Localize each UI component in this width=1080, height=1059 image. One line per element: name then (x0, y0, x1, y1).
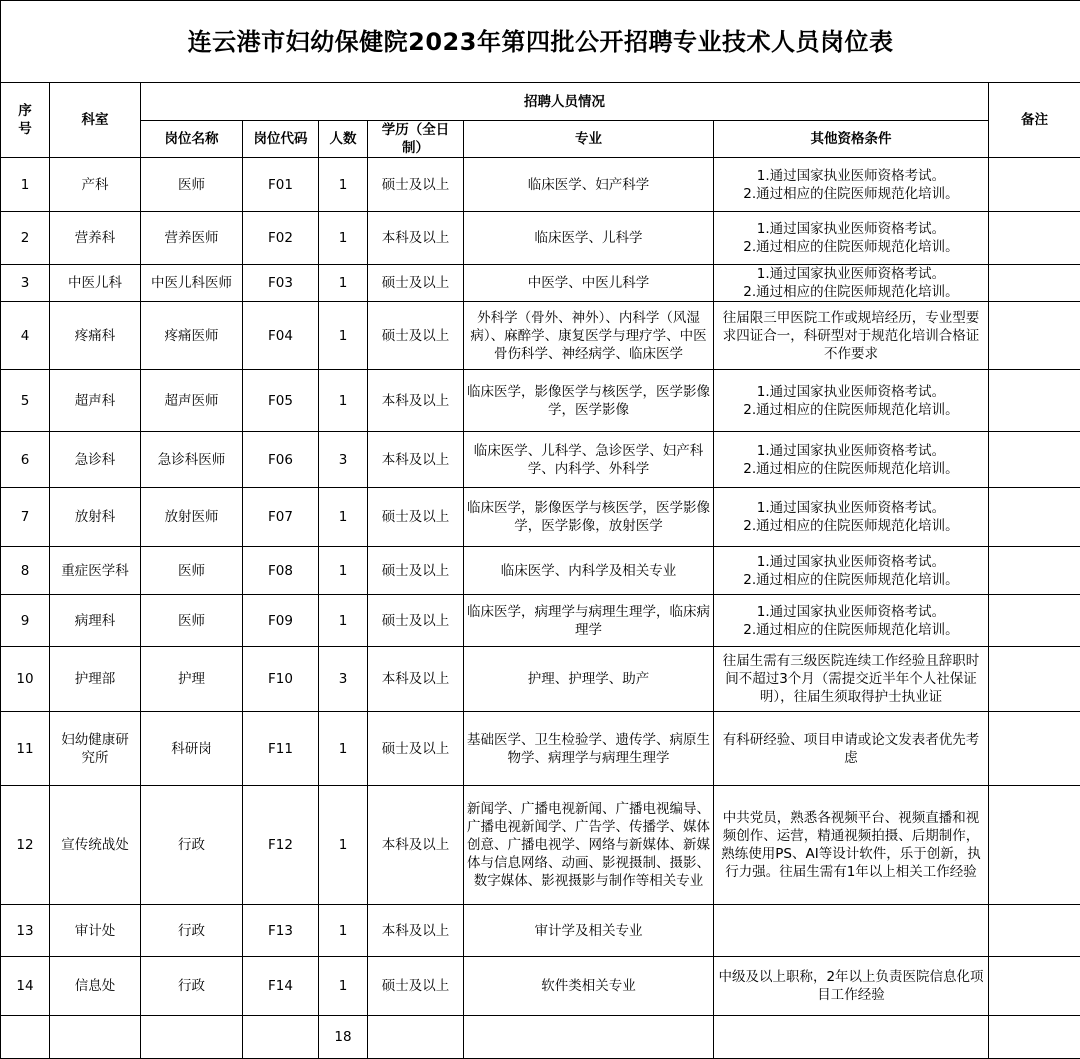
cell-count: 1 (319, 595, 368, 647)
total-empty-cell (50, 1016, 141, 1059)
cell-education: 本科及以上 (368, 432, 464, 488)
cell-major: 临床医学、妇产科学 (464, 158, 714, 212)
total-empty-cell (1, 1016, 50, 1059)
table-row (1, 370, 1080, 432)
total-empty-cell (243, 1016, 319, 1059)
cell-count: 1 (319, 786, 368, 905)
cell-seq: 13 (1, 905, 50, 957)
cell-seq: 6 (1, 432, 50, 488)
cell-post-code: F14 (243, 957, 319, 1016)
cell-post-code: F04 (243, 302, 319, 370)
table-row (1, 488, 1080, 547)
cell-remark (989, 547, 1080, 595)
cell-education: 本科及以上 (368, 647, 464, 712)
cell-count: 1 (319, 212, 368, 265)
cell-seq: 3 (1, 265, 50, 302)
cell-major: 临床医学、内科学及相关专业 (464, 547, 714, 595)
cell-post-name: 科研岗 (141, 712, 243, 786)
total-empty-cell (989, 1016, 1080, 1059)
cell-dept: 宣传统战处 (50, 786, 141, 905)
cell-other-requirements: 1.通过国家执业医师资格考试。 2.通过相应的住院医师规范化培训。 (714, 488, 989, 547)
cell-major: 护理、护理学、助产 (464, 647, 714, 712)
cell-remark (989, 158, 1080, 212)
cell-other-requirements: 中级及以上职称，2年以上负责医院信息化项目工作经验 (714, 957, 989, 1016)
cell-other-requirements: 1.通过国家执业医师资格考试。 2.通过相应的住院医师规范化培训。 (714, 158, 989, 212)
cell-major: 临床医学，病理学与病理生理学，临床病理学 (464, 595, 714, 647)
cell-remark (989, 647, 1080, 712)
cell-other-requirements: 1.通过国家执业医师资格考试。 2.通过相应的住院医师规范化培训。 (714, 547, 989, 595)
cell-remark (989, 905, 1080, 957)
cell-dept: 护理部 (50, 647, 141, 712)
cell-post-code: F01 (243, 158, 319, 212)
cell-major: 基础医学、卫生检验学、遗传学、病原生物学、病理学与病理生理学 (464, 712, 714, 786)
cell-education: 硕士及以上 (368, 712, 464, 786)
cell-post-name: 放射医师 (141, 488, 243, 547)
header-count: 人数 (319, 121, 368, 158)
cell-seq: 8 (1, 547, 50, 595)
cell-count: 1 (319, 265, 368, 302)
cell-dept: 重症医学科 (50, 547, 141, 595)
header-group: 招聘人员情况 (141, 83, 989, 121)
cell-post-name: 超声医师 (141, 370, 243, 432)
cell-dept: 中医儿科 (50, 265, 141, 302)
cell-remark (989, 786, 1080, 905)
cell-count: 1 (319, 712, 368, 786)
header-dept: 科室 (50, 83, 141, 158)
cell-seq: 12 (1, 786, 50, 905)
cell-major: 软件类相关专业 (464, 957, 714, 1016)
cell-post-name: 疼痛医师 (141, 302, 243, 370)
table-row (1, 302, 1080, 370)
table-row (1, 547, 1080, 595)
cell-remark (989, 957, 1080, 1016)
cell-other-requirements: 1.通过国家执业医师资格考试。 2.通过相应的住院医师规范化培训。 (714, 595, 989, 647)
cell-dept: 急诊科 (50, 432, 141, 488)
cell-post-name: 行政 (141, 905, 243, 957)
cell-post-code: F13 (243, 905, 319, 957)
cell-education: 硕士及以上 (368, 957, 464, 1016)
table-row (1, 905, 1080, 957)
header-remark: 备注 (989, 83, 1080, 158)
cell-education: 本科及以上 (368, 212, 464, 265)
cell-other-requirements: 1.通过国家执业医师资格考试。 2.通过相应的住院医师规范化培训。 (714, 265, 989, 302)
total-count: 18 (319, 1016, 368, 1059)
cell-remark (989, 712, 1080, 786)
table-row (1, 786, 1080, 905)
cell-post-code: F11 (243, 712, 319, 786)
header-post-name: 岗位名称 (141, 121, 243, 158)
total-empty-cell (464, 1016, 714, 1059)
table-row (1, 212, 1080, 265)
cell-remark (989, 488, 1080, 547)
cell-post-name: 营养医师 (141, 212, 243, 265)
cell-seq: 9 (1, 595, 50, 647)
cell-count: 1 (319, 905, 368, 957)
cell-other-requirements: 1.通过国家执业医师资格考试。 2.通过相应的住院医师规范化培训。 (714, 370, 989, 432)
cell-seq: 4 (1, 302, 50, 370)
cell-dept: 超声科 (50, 370, 141, 432)
cell-count: 1 (319, 158, 368, 212)
cell-count: 1 (319, 370, 368, 432)
cell-major: 外科学（骨外、神外）、内科学（风湿病）、麻醉学、康复医学与理疗学、中医骨伤科学、神经病学、临床医学 (464, 302, 714, 370)
cell-count: 1 (319, 488, 368, 547)
cell-education: 硕士及以上 (368, 158, 464, 212)
cell-seq: 2 (1, 212, 50, 265)
cell-education: 本科及以上 (368, 905, 464, 957)
cell-post-name: 医师 (141, 158, 243, 212)
cell-post-name: 急诊科医师 (141, 432, 243, 488)
header-post-code: 岗位代码 (243, 121, 319, 158)
cell-seq: 11 (1, 712, 50, 786)
header-other: 其他资格条件 (714, 121, 989, 158)
cell-post-code: F07 (243, 488, 319, 547)
cell-major: 审计学及相关专业 (464, 905, 714, 957)
cell-post-name: 护理 (141, 647, 243, 712)
cell-count: 1 (319, 547, 368, 595)
cell-remark (989, 265, 1080, 302)
cell-other-requirements: 中共党员，熟悉各视频平台、视频直播和视频创作、运营，精通视频拍摄、后期制作，熟练使用PS、AI等设计软件，乐于创新，执行力强。往届生需有1年以上相关工作经验 (714, 786, 989, 905)
cell-other-requirements (714, 905, 989, 957)
cell-major: 临床医学，影像医学与核医学，医学影像学，医学影像，放射医学 (464, 488, 714, 547)
cell-education: 硕士及以上 (368, 488, 464, 547)
header-seq: 序 号 (1, 83, 50, 158)
total-row (1, 1016, 1080, 1059)
cell-education: 本科及以上 (368, 370, 464, 432)
total-empty-cell (714, 1016, 989, 1059)
cell-major: 新闻学、广播电视新闻、广播电视编导、广播电视新闻学、广告学、传播学、媒体创意、广播电视学、网络与新媒体、新媒体与信息网络、动画、影视摄制、摄影、数字媒体、影视摄影与制作等相关专业 (464, 786, 714, 905)
cell-major: 临床医学、儿科学、急诊医学、妇产科学、内科学、外科学 (464, 432, 714, 488)
cell-remark (989, 302, 1080, 370)
cell-count: 1 (319, 957, 368, 1016)
cell-dept: 放射科 (50, 488, 141, 547)
cell-dept: 审计处 (50, 905, 141, 957)
total-empty-cell (141, 1016, 243, 1059)
table-row (1, 595, 1080, 647)
cell-post-code: F09 (243, 595, 319, 647)
cell-other-requirements: 有科研经验、项目申请或论文发表者优先考虑 (714, 712, 989, 786)
cell-remark (989, 432, 1080, 488)
cell-other-requirements: 1.通过国家执业医师资格考试。 2.通过相应的住院医师规范化培训。 (714, 212, 989, 265)
cell-post-code: F03 (243, 265, 319, 302)
cell-dept: 信息处 (50, 957, 141, 1016)
cell-remark (989, 212, 1080, 265)
cell-remark (989, 595, 1080, 647)
cell-post-name: 医师 (141, 595, 243, 647)
page-title: 连云港市妇幼保健院2023年第四批公开招聘专业技术人员岗位表 (1, 1, 1080, 83)
cell-education: 硕士及以上 (368, 595, 464, 647)
cell-post-code: F10 (243, 647, 319, 712)
cell-major: 临床医学、儿科学 (464, 212, 714, 265)
cell-major: 临床医学，影像医学与核医学，医学影像学，医学影像 (464, 370, 714, 432)
table-row (1, 265, 1080, 302)
cell-other-requirements: 往届限三甲医院工作或规培经历，专业型要求四证合一，科研型对于规范化培训合格证不作要求 (714, 302, 989, 370)
cell-seq: 5 (1, 370, 50, 432)
cell-major: 中医学、中医儿科学 (464, 265, 714, 302)
cell-post-code: F06 (243, 432, 319, 488)
cell-post-name: 行政 (141, 786, 243, 905)
cell-dept: 疼痛科 (50, 302, 141, 370)
cell-post-name: 医师 (141, 547, 243, 595)
cell-post-code: F08 (243, 547, 319, 595)
cell-other-requirements: 1.通过国家执业医师资格考试。 2.通过相应的住院医师规范化培训。 (714, 432, 989, 488)
cell-post-code: F05 (243, 370, 319, 432)
cell-other-requirements: 往届生需有三级医院连续工作经验且辞职时间不超过3个月（需提交近半年个人社保证明），往届生须取得护士执业证 (714, 647, 989, 712)
cell-dept: 妇幼健康研究所 (50, 712, 141, 786)
cell-education: 硕士及以上 (368, 547, 464, 595)
cell-seq: 14 (1, 957, 50, 1016)
table-row (1, 957, 1080, 1016)
header-edu: 学历（全日 制） (368, 121, 464, 158)
cell-dept: 营养科 (50, 212, 141, 265)
cell-seq: 7 (1, 488, 50, 547)
total-empty-cell (368, 1016, 464, 1059)
cell-post-name: 中医儿科医师 (141, 265, 243, 302)
table-row (1, 432, 1080, 488)
cell-education: 本科及以上 (368, 786, 464, 905)
cell-education: 硕士及以上 (368, 265, 464, 302)
cell-remark (989, 370, 1080, 432)
cell-dept: 产科 (50, 158, 141, 212)
header-major: 专业 (464, 121, 714, 158)
cell-post-code: F02 (243, 212, 319, 265)
table-row (1, 712, 1080, 786)
cell-post-code: F12 (243, 786, 319, 905)
cell-count: 3 (319, 647, 368, 712)
cell-count: 3 (319, 432, 368, 488)
cell-education: 硕士及以上 (368, 302, 464, 370)
cell-seq: 1 (1, 158, 50, 212)
cell-post-name: 行政 (141, 957, 243, 1016)
table-row (1, 647, 1080, 712)
cell-count: 1 (319, 302, 368, 370)
cell-dept: 病理科 (50, 595, 141, 647)
cell-seq: 10 (1, 647, 50, 712)
table-row (1, 158, 1080, 212)
